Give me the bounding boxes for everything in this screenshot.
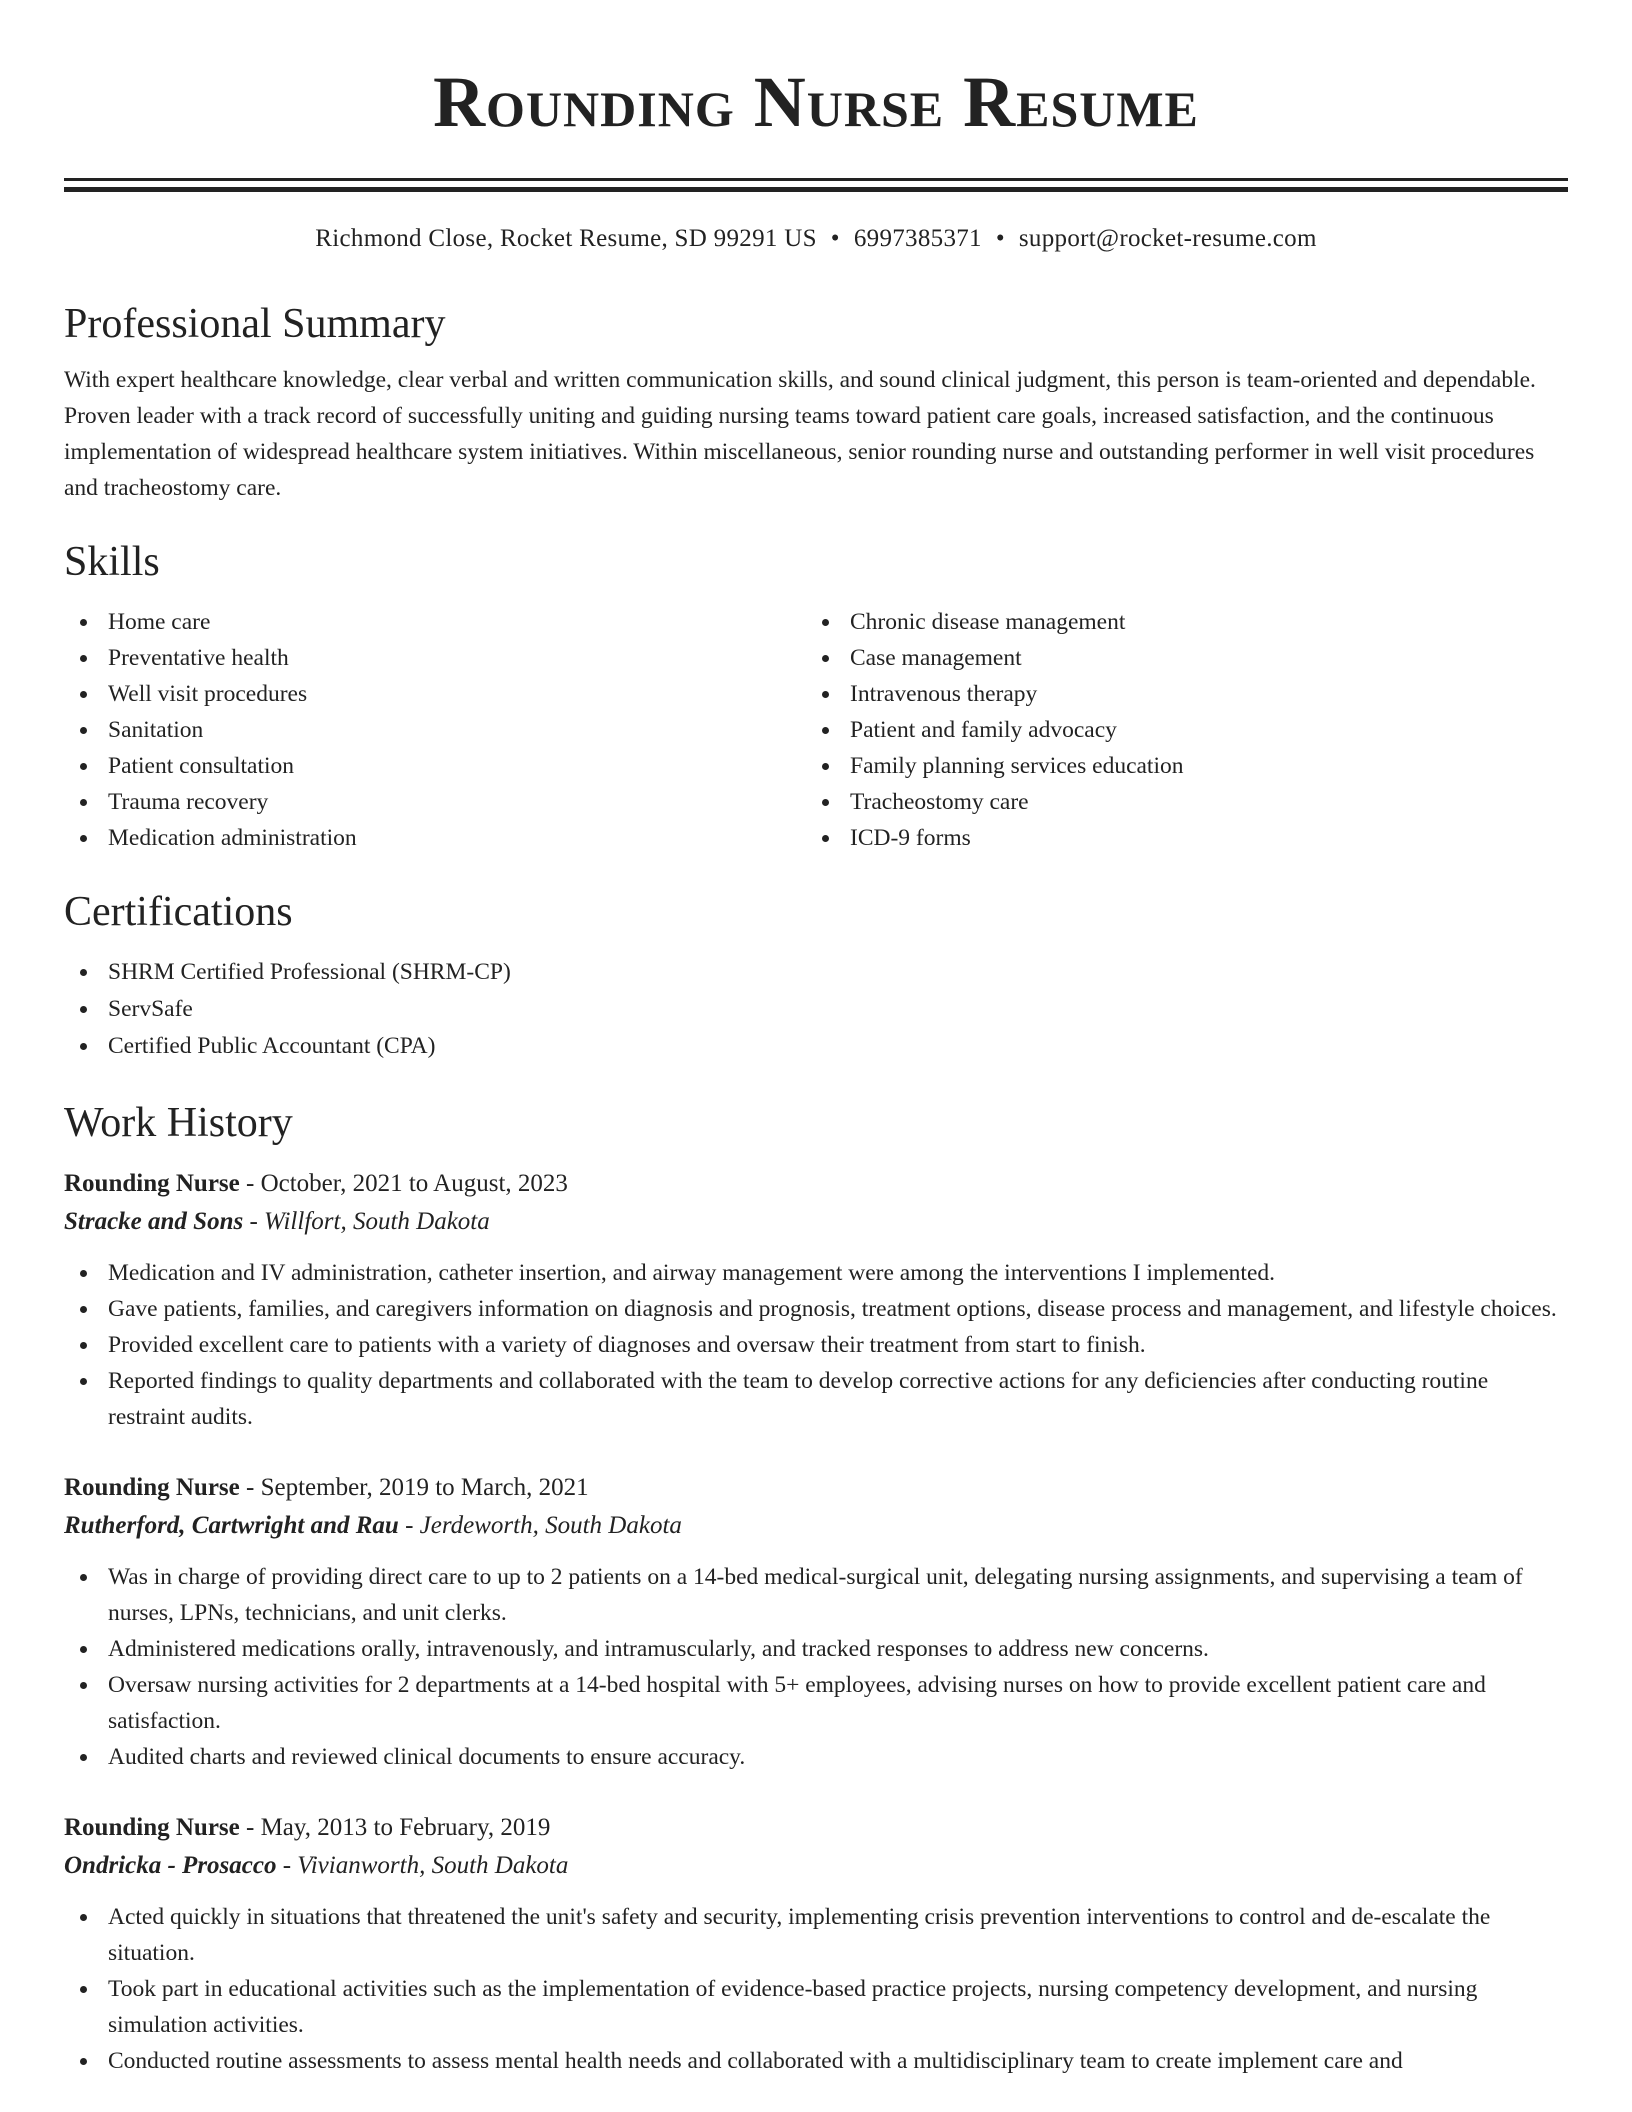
skill-item: Case management — [850, 640, 1548, 676]
skill-item: Well visit procedures — [108, 676, 806, 712]
job-dates: - May, 2013 to February, 2019 — [239, 1814, 551, 1841]
job-duty: Was in charge of providing direct care to up to 2 patients on a 14-bed medical-surgical unit, delegating nursing assignments, and supervising a team of nurses, LPNs, technicians, and unit clerks. — [108, 1559, 1568, 1631]
job-dates: - September, 2019 to March, 2021 — [239, 1474, 589, 1501]
job-duty: Audited charts and reviewed clinical documents to ensure accuracy. — [108, 1739, 1568, 1775]
skills-column-left — [64, 604, 806, 856]
work-history-section — [64, 1095, 1568, 2079]
page-title: Rounding Nurse Resume — [433, 62, 1199, 142]
skills-list-left — [64, 604, 806, 856]
job-duty: Conducted routine assessments to assess mental health needs and collaborated with a multidisciplinary team to create implement care and — [108, 2043, 1568, 2079]
job-entry — [64, 1469, 1568, 1775]
job-company-line — [64, 1847, 1568, 1885]
job-duty: Reported findings to quality departments and collaborated with the team to develop corrective actions for any deficiencies after conducting routine restraint audits. — [108, 1363, 1568, 1435]
skills-list-right — [806, 604, 1548, 856]
certification-item: SHRM Certified Professional (SHRM-CP) — [108, 954, 1568, 991]
skill-item: Sanitation — [108, 712, 806, 748]
title-divider-bottom — [64, 187, 1568, 192]
job-dates: - October, 2021 to August, 2023 — [239, 1170, 568, 1197]
certifications-heading: Certifications — [64, 889, 293, 935]
job-duty: Medication and IV administration, catheter insertion, and airway management were among the interventions I implemented. — [108, 1255, 1568, 1291]
job-company-line — [64, 1507, 1568, 1545]
contact-address: Richmond Close, Rocket Resume, SD 99291 US — [315, 225, 817, 252]
skill-item: Chronic disease management — [850, 604, 1548, 640]
job-duties-list — [64, 1255, 1568, 1435]
skill-item: Preventative health — [108, 640, 806, 676]
skill-item: Intravenous therapy — [850, 676, 1548, 712]
job-title: Rounding Nurse — [64, 1170, 240, 1197]
job-title-line — [64, 1809, 1568, 1847]
skill-item: Home care — [108, 604, 806, 640]
job-title: Rounding Nurse — [64, 1814, 240, 1841]
job-company: Ondricka - Prosacco — [64, 1852, 277, 1879]
job-duty: Acted quickly in situations that threatened the unit's safety and security, implementing crisis prevention interventions to control and de-escalate the situation. — [108, 1899, 1568, 1971]
summary-heading: Professional Summary — [64, 301, 446, 347]
job-entry — [64, 1165, 1568, 1435]
summary-section — [64, 296, 1568, 506]
job-duty: Took part in educational activities such as the implementation of evidence-based practice projects, nursing competency development, and nursing simulation activities. — [108, 1971, 1568, 2043]
contact-separator: • — [995, 225, 1005, 252]
summary-text: With expert healthcare knowledge, clear verbal and written communication skills, and sound clinical judgment, this person is team-oriented and dependable. Proven leader with a track record of successfully uniting and guiding nursing teams toward patient care goals, increased satisfaction, and the continuous implementation of widespread healthcare system initiatives. Within miscellaneous, senior rounding nurse and outstanding performer in well visit procedures and tracheostomy care. — [64, 367, 1536, 501]
contact-phone: 6997385371 — [853, 225, 982, 252]
job-duty: Provided excellent care to patients with a variety of diagnoses and oversaw their treatment from start to finish. — [108, 1327, 1568, 1363]
skill-item: Patient and family advocacy — [850, 712, 1548, 748]
skills-columns — [64, 604, 1568, 856]
skills-section — [64, 534, 1568, 856]
job-duty: Oversaw nursing activities for 2 departments at a 14-bed hospital with 5+ employees, advising nurses on how to provide excellent patient care and satisfaction. — [108, 1667, 1568, 1739]
contact-line — [64, 222, 1568, 256]
skill-item: ICD-9 forms — [850, 820, 1548, 856]
skill-item: Trauma recovery — [108, 784, 806, 820]
job-title-line — [64, 1165, 1568, 1203]
job-duty: Gave patients, families, and caregivers information on diagnosis and prognosis, treatment options, disease process and management, and lifestyle choices. — [108, 1291, 1568, 1327]
certifications-section — [64, 884, 1568, 1065]
job-title-line — [64, 1469, 1568, 1507]
job-company-line — [64, 1203, 1568, 1241]
skill-item: Medication administration — [108, 820, 806, 856]
certifications-list — [64, 954, 1568, 1065]
job-company: Rutherford, Cartwright and Rau — [64, 1512, 399, 1539]
skills-column-right — [806, 604, 1548, 856]
job-location: - Jerdeworth, South Dakota — [398, 1512, 682, 1539]
job-title: Rounding Nurse — [64, 1474, 240, 1501]
certification-item: Certified Public Accountant (CPA) — [108, 1028, 1568, 1065]
skill-item: Patient consultation — [108, 748, 806, 784]
job-location: - Willfort, South Dakota — [243, 1208, 490, 1235]
job-location: - Vivianworth, South Dakota — [276, 1852, 569, 1879]
job-duties-list — [64, 1899, 1568, 2079]
skill-item: Tracheostomy care — [850, 784, 1548, 820]
work-history-heading: Work History — [64, 1100, 293, 1146]
contact-email: support@rocket-resume.com — [1018, 225, 1317, 252]
job-company: Stracke and Sons — [64, 1208, 244, 1235]
skill-item: Family planning services education — [850, 748, 1548, 784]
certification-item: ServSafe — [108, 991, 1568, 1028]
title-divider-top — [64, 178, 1568, 181]
skills-heading: Skills — [64, 539, 160, 585]
job-duties-list — [64, 1559, 1568, 1775]
job-entry — [64, 1809, 1568, 2079]
job-duty: Administered medications orally, intravenously, and intramuscularly, and tracked responses to address new concerns. — [108, 1631, 1568, 1667]
contact-separator: • — [830, 225, 840, 252]
